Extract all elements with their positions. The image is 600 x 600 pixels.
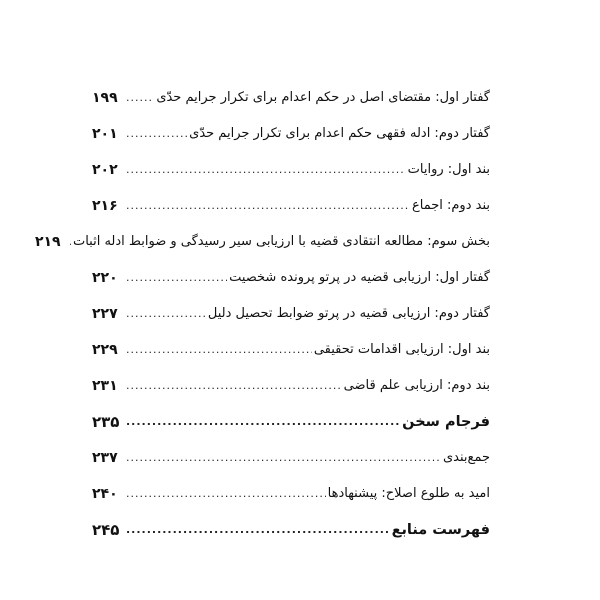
dot-leader — [124, 304, 206, 324]
toc-entry-title: امید به طلوع اصلاح: پیشنهادها — [327, 486, 490, 501]
toc-page-number: ۲۰۱ — [92, 126, 118, 142]
toc-section-heading[interactable] — [92, 404, 490, 440]
toc-entry[interactable] — [92, 80, 490, 116]
dot-leader — [124, 160, 406, 180]
toc-entry-title: گفتار اول: مقتضای اصل در حکم اعدام برای تکرار جرایم حدّی — [156, 90, 490, 105]
toc-page-number: ۱۹۹ — [92, 90, 118, 106]
dot-leader — [124, 196, 410, 216]
toc-entry[interactable] — [92, 188, 490, 224]
toc-entry[interactable] — [92, 368, 490, 404]
toc-entry[interactable] — [92, 152, 490, 188]
toc-page-number: ۲۴۵ — [92, 521, 120, 539]
toc-entry[interactable] — [92, 440, 490, 476]
toc-page-number: ۲۳۵ — [92, 413, 120, 431]
toc-entry-title: بند دوم: اجماع — [411, 198, 490, 213]
toc-entry-title: فرجام سخن — [402, 414, 490, 430]
toc-page-number: ۲۱۶ — [92, 198, 118, 214]
dot-leader — [124, 376, 342, 396]
toc-entry-title: بند اول: روایات — [407, 162, 490, 177]
toc-entry[interactable] — [34, 224, 490, 260]
toc-entry[interactable] — [92, 260, 490, 296]
toc-page-number: ۲۲۹ — [92, 342, 118, 358]
dot-leader — [124, 412, 400, 432]
dot-leader — [124, 484, 326, 504]
dot-leader — [67, 232, 71, 252]
toc-page-number: ۲۲۰ — [92, 270, 118, 286]
toc-page-number: ۲۰۲ — [92, 162, 118, 178]
dot-leader — [124, 340, 312, 360]
toc-entry-title: گفتار دوم: ارزیابی قضیه در پرتو ضوابط تحصیل دلیل — [207, 306, 490, 321]
toc-entry[interactable] — [92, 476, 490, 512]
toc-entry-title: بند دوم: ارزیابی علم قاضی — [343, 378, 490, 393]
toc-entry-title: بخش سوم: مطالعه انتقادی قضیه با ارزیابی سیر رسیدگی و ضوابط ادله اثبات — [72, 234, 490, 249]
toc-entry-title: بند اول: ارزیابی اقدامات تحقیقی — [313, 342, 490, 357]
dot-leader — [124, 88, 154, 108]
table-of-contents — [34, 80, 490, 548]
toc-page-number: ۲۱۹ — [34, 234, 61, 250]
toc-section-heading[interactable] — [92, 512, 490, 548]
toc-page-number: ۲۳۱ — [92, 378, 118, 394]
dot-leader — [124, 520, 390, 540]
toc-page-number: ۲۳۷ — [92, 450, 118, 466]
toc-entry-title: گفتار دوم: ادله فقهی حکم اعدام برای تکرار جرایم حدّی — [189, 126, 490, 141]
toc-entry[interactable] — [92, 296, 490, 332]
dot-leader — [124, 268, 227, 288]
toc-entry[interactable] — [92, 116, 490, 152]
toc-page-number: ۲۲۷ — [92, 306, 118, 322]
toc-entry-title: گفتار اول: ارزیابی قضیه در پرتو پرونده شخصیت — [229, 270, 490, 285]
toc-entry[interactable] — [92, 332, 490, 368]
toc-entry-title: جمع‌بندی — [442, 450, 490, 465]
toc-page-number: ۲۴۰ — [92, 486, 118, 502]
dot-leader — [124, 448, 441, 468]
dot-leader — [124, 124, 187, 144]
toc-entry-title: فهرست منابع — [391, 522, 490, 538]
